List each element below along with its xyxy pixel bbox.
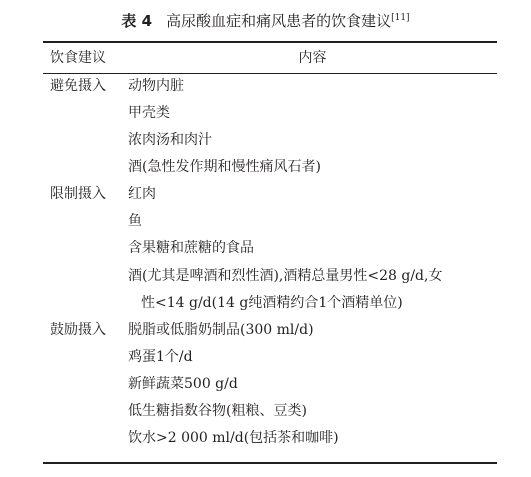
table-header-rule xyxy=(43,73,497,74)
table-row-item: 脱脂或低脂奶制品(300 ml/d) xyxy=(128,322,314,338)
reference-mark: [11] xyxy=(391,13,410,23)
table-row-item: 酒(尤其是啤酒和烈性酒),酒精总量男性<28 g/d,女 xyxy=(128,268,443,284)
table-row-item: 甲壳类 xyxy=(128,105,170,121)
table-row-item: 饮水>2 000 ml/d(包括茶和咖啡) xyxy=(128,430,339,446)
category-limit: 限制摄入 xyxy=(50,186,106,202)
table-row-item: 红肉 xyxy=(128,186,156,202)
table-row-item-continuation: 性<14 g/d(14 g纯酒精约合1个酒精单位) xyxy=(141,295,403,311)
table-row-item: 动物内脏 xyxy=(128,78,184,94)
table-row-item: 鱼 xyxy=(128,213,142,229)
table-row-item: 新鲜蔬菜500 g/d xyxy=(128,376,238,392)
table-caption xyxy=(0,7,531,32)
header-diet-advice: 饮食建议 xyxy=(50,50,106,66)
table-row-item: 含果糖和蔗糖的食品 xyxy=(128,240,254,256)
category-avoid: 避免摄入 xyxy=(50,78,106,94)
table-title: 高尿酸血症和痛风患者的饮食建议 xyxy=(166,12,392,30)
table-row-item: 低生糖指数谷物(粗粮、豆类) xyxy=(128,403,307,419)
table-row-item: 鸡蛋1个/d xyxy=(128,349,193,365)
table-row-item: 酒(急性发作期和慢性痛风石者) xyxy=(128,159,321,175)
table-row-item: 浓肉汤和肉汁 xyxy=(128,132,212,148)
table-bottom-rule xyxy=(43,462,497,464)
header-content: 内容 xyxy=(298,50,327,66)
category-encourage: 鼓励摄入 xyxy=(50,322,106,338)
table-top-rule xyxy=(43,41,497,43)
table-number: 表 4 xyxy=(121,12,153,30)
